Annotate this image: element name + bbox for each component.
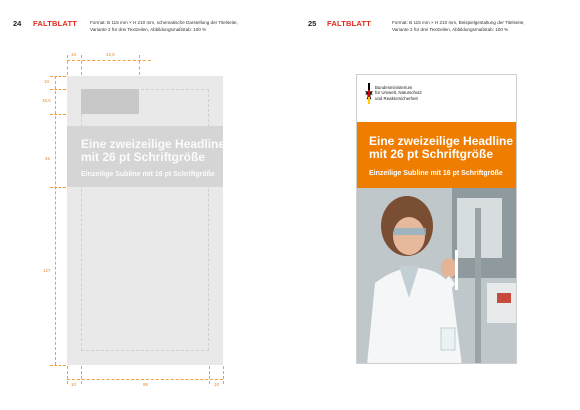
dimension-line — [209, 366, 210, 384]
page-number: 24 — [13, 19, 22, 28]
dimension-line — [50, 365, 66, 366]
dimension-line — [50, 114, 66, 115]
dimension-label: 42,5 — [106, 52, 115, 57]
ministry-line: und Reaktorsicherheit — [375, 95, 418, 101]
title-page-schematic — [67, 76, 226, 365]
page-description — [392, 19, 572, 33]
dimension-line — [50, 89, 66, 90]
ministry-line: für Umwelt, Naturschutz — [375, 90, 422, 96]
headline-line: Eine zweizeilige Headline — [369, 134, 514, 148]
section-title: FALTBLATT — [327, 19, 372, 28]
dimension-label: 127 — [43, 268, 51, 273]
headline-line: mit 26 pt Schriftgröße — [81, 150, 206, 164]
subline: Einzeilige Subline mit 16 pt Schriftgröße — [81, 171, 215, 178]
photo-illustration — [357, 188, 517, 364]
headline-line: Eine zweizeilige Headline — [81, 137, 226, 151]
right-page — [290, 0, 580, 410]
page-number: 25 — [308, 19, 317, 28]
dimension-line — [50, 76, 66, 77]
dimension-line — [67, 55, 68, 75]
dimension-line — [81, 55, 82, 75]
description-line: Format: B 115 mm × H 210 mm, schematische Darstellung der Titelseite, — [90, 20, 238, 25]
dimension-line — [55, 76, 56, 365]
description-line: Variante 2 für drei Textzeilen, Abbildungsmaßstab: 100 % — [90, 27, 207, 32]
dimension-line — [139, 55, 140, 75]
logo-placeholder — [81, 89, 139, 114]
section-title: FALTBLATT — [33, 19, 78, 28]
headline — [369, 135, 513, 161]
ministry-name — [375, 85, 422, 101]
ministry-line: Bundesministerium — [375, 85, 413, 90]
dimension-label: 45 — [45, 156, 51, 161]
dimension-label: 10 — [71, 52, 77, 57]
dimension-line — [67, 366, 68, 384]
dimension-line — [67, 379, 223, 380]
description-line: Format: B 115 mm × H 210 mm, Beispielgestaltung der Titelseite, — [392, 20, 525, 25]
dimension-label: 95 — [143, 382, 149, 387]
dimension-label: 10 — [214, 382, 220, 387]
dimension-label: 10 — [71, 382, 77, 387]
german-flag-stripe — [368, 83, 370, 104]
subline: Einzeilige Subline mit 16 pt Schriftgröße — [369, 170, 503, 177]
description-line: Variante 2 für drei Textzeilen, Abbildungsmaßstab: 100 % — [392, 27, 509, 32]
dimension-label: 16,5 — [42, 98, 51, 103]
dimension-line — [81, 366, 82, 384]
title-page-example — [356, 74, 517, 364]
dimension-line — [50, 187, 66, 188]
dimension-label: 10 — [44, 79, 50, 84]
page-description — [90, 19, 270, 33]
laboratory-scientist-photo — [357, 188, 517, 364]
dimension-line — [223, 366, 224, 384]
headline-line: mit 26 pt Schriftgröße — [369, 147, 494, 161]
headline — [81, 138, 225, 164]
